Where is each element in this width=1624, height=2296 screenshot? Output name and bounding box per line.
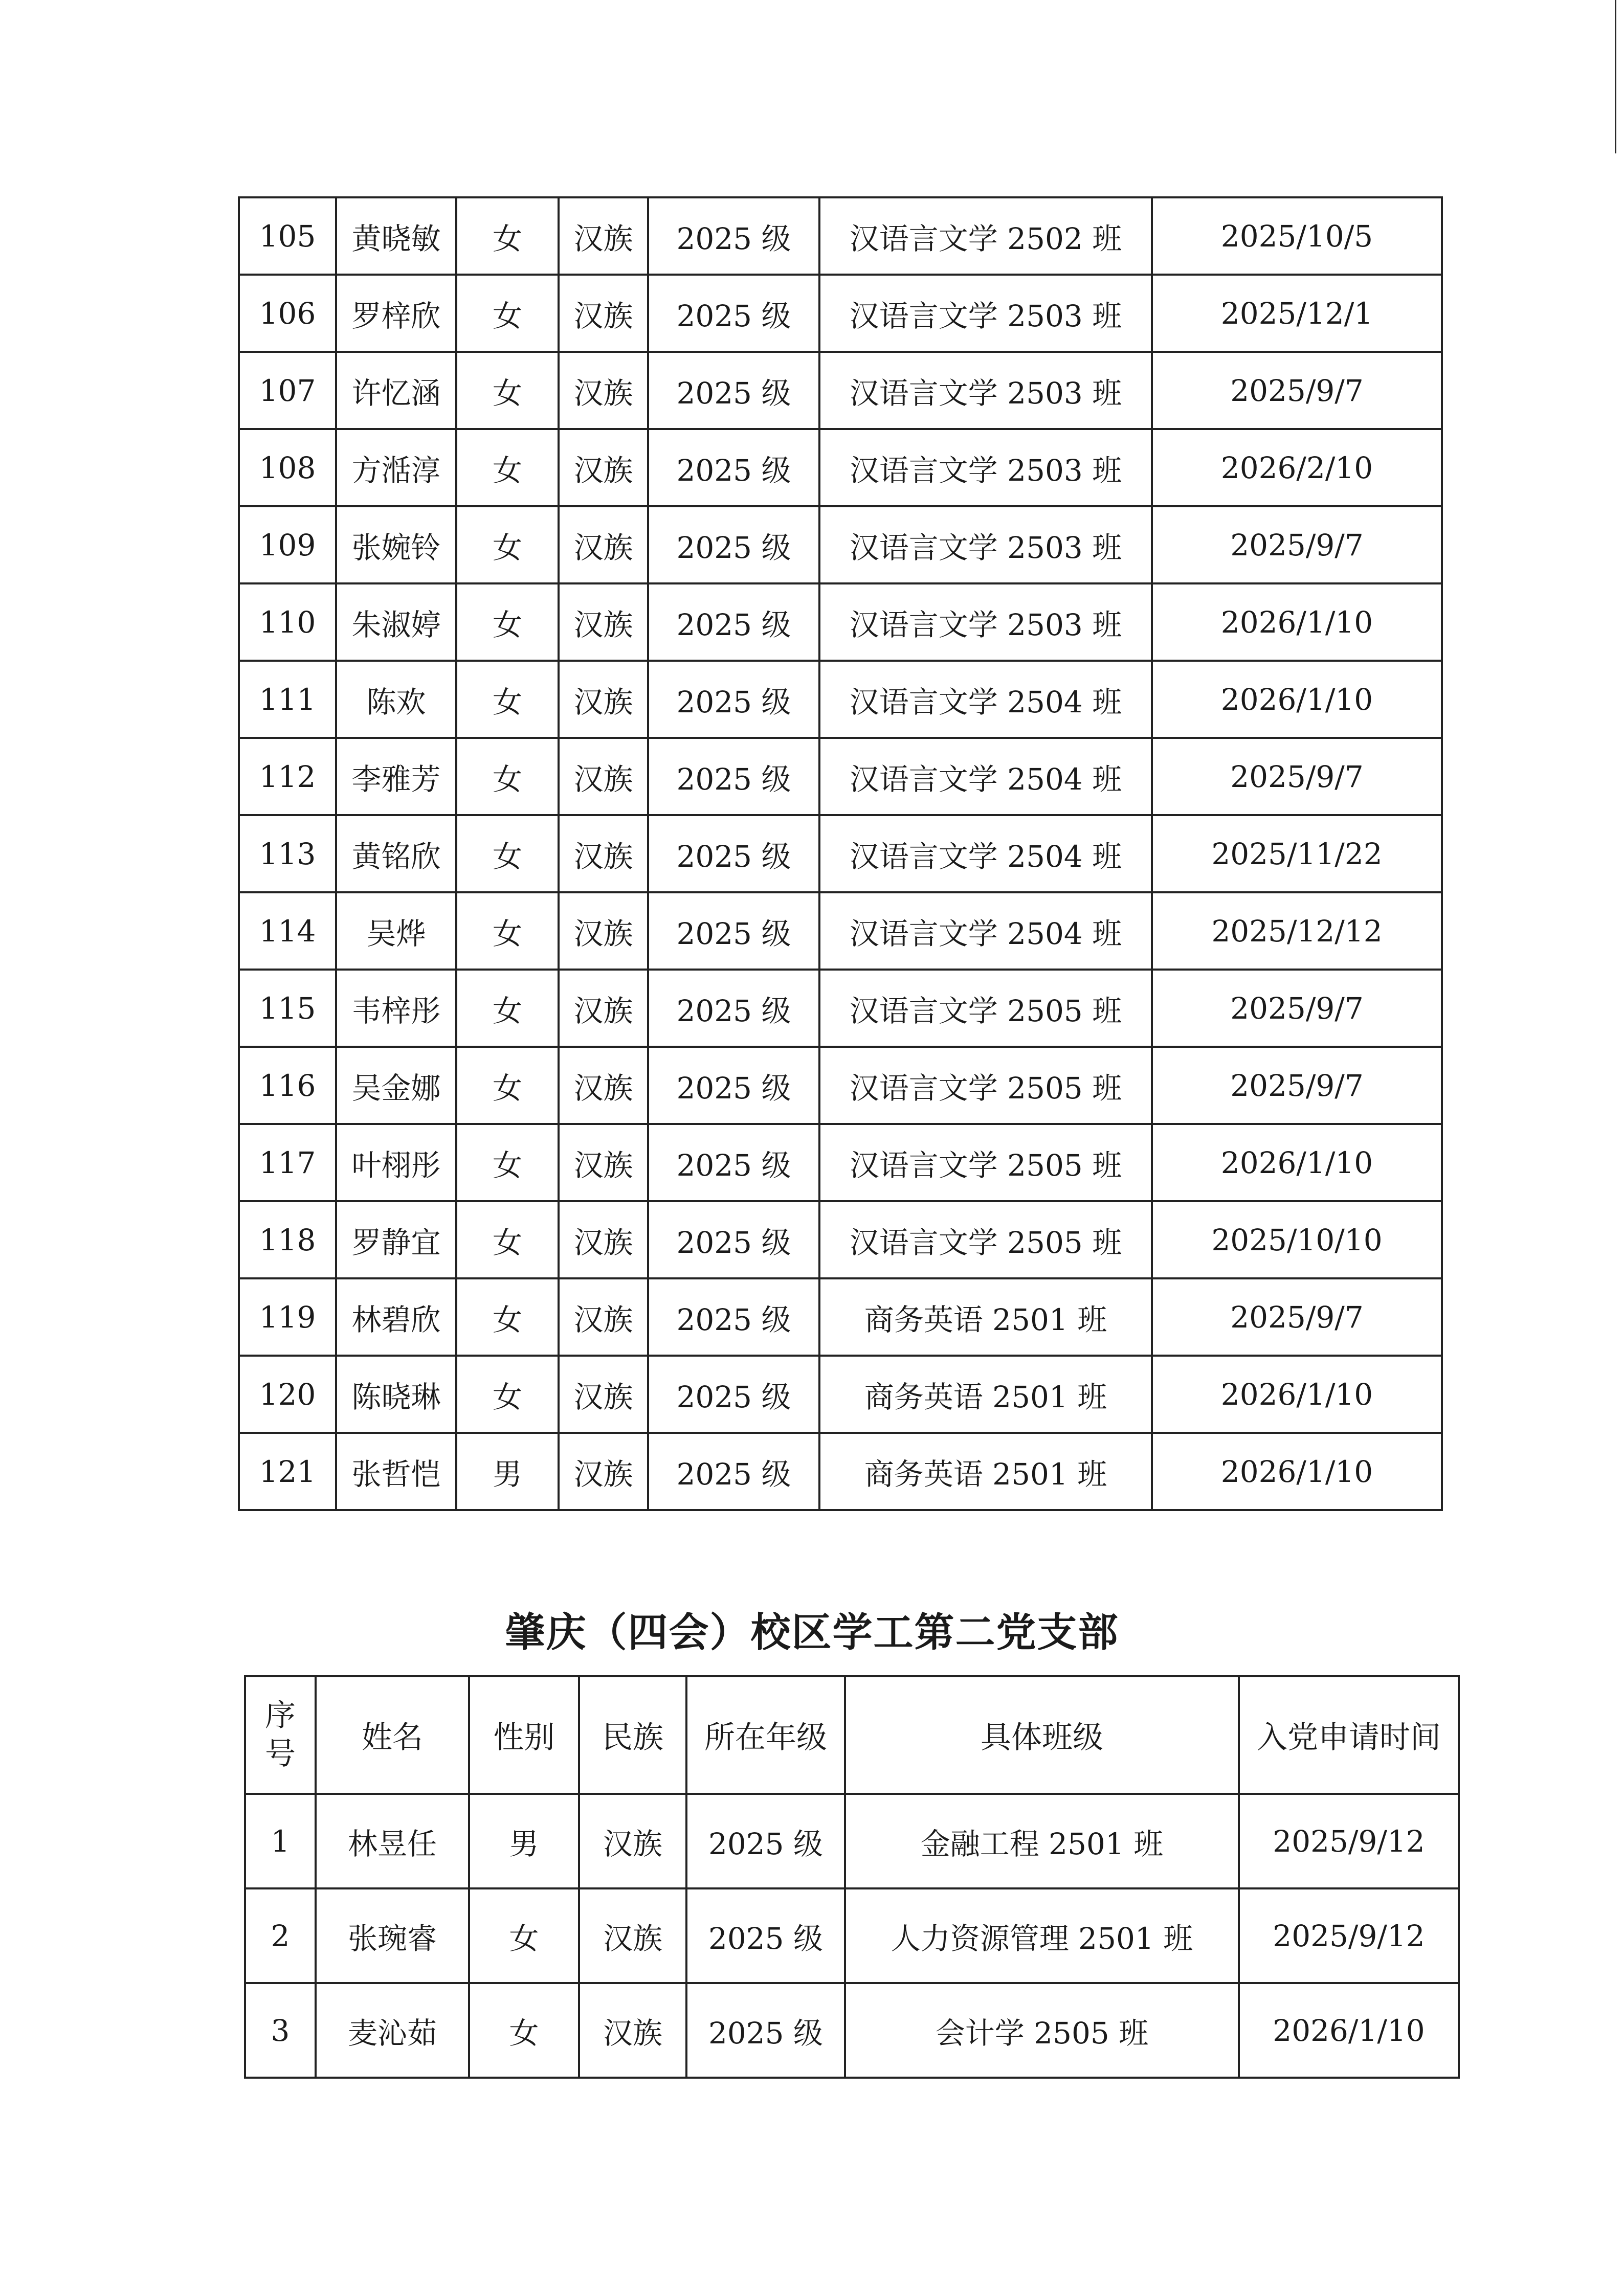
- name-cell: 林碧欣: [336, 1278, 456, 1356]
- name-cell: 张琬睿: [316, 1888, 469, 1983]
- ethnicity-cell: 汉族: [559, 429, 648, 506]
- apply-date-cell: 2026/1/10: [1152, 661, 1442, 738]
- grade-cell: 2025 级: [686, 1983, 845, 2078]
- ethnicity-cell: 汉族: [559, 583, 648, 661]
- grade-cell: 2025 级: [648, 352, 819, 429]
- class-cell: 汉语言文学 2503 班: [819, 506, 1152, 583]
- apply-date-cell: 2025/9/12: [1239, 1794, 1459, 1888]
- grade-cell: 2025 级: [648, 197, 819, 275]
- seq-cell: 113: [239, 815, 336, 892]
- grade-cell: 2025 级: [648, 1047, 819, 1124]
- class-cell: 汉语言文学 2503 班: [819, 275, 1152, 352]
- seq-cell: 115: [239, 970, 336, 1047]
- name-cell: 林昱任: [316, 1794, 469, 1888]
- table-header-row: [245, 1676, 1459, 1794]
- apply-date-cell: 2025/9/7: [1152, 352, 1442, 429]
- table-row: [239, 275, 1442, 352]
- table-row: [245, 1983, 1459, 2078]
- gender-cell: 女: [469, 1983, 579, 2078]
- class-cell: 汉语言文学 2503 班: [819, 352, 1152, 429]
- ethnicity-cell: 汉族: [559, 892, 648, 970]
- apply-date-cell: 2025/9/7: [1152, 1047, 1442, 1124]
- gender-cell: 女: [456, 1047, 559, 1124]
- gender-cell: 女: [456, 738, 559, 815]
- class-cell: 汉语言文学 2504 班: [819, 892, 1152, 970]
- name-cell: 张婉铃: [336, 506, 456, 583]
- class-cell: 人力资源管理 2501 班: [845, 1888, 1239, 1983]
- name-cell: 吴金娜: [336, 1047, 456, 1124]
- ethnicity-cell: 汉族: [559, 1433, 648, 1510]
- ethnicity-cell: 汉族: [559, 1278, 648, 1356]
- grade-cell: 2025 级: [648, 1124, 819, 1201]
- seq-cell: 112: [239, 738, 336, 815]
- grade-cell: 2025 级: [648, 583, 819, 661]
- table-row: [239, 1124, 1442, 1201]
- table-row: [239, 429, 1442, 506]
- name-cell: 陈欢: [336, 661, 456, 738]
- seq-cell: 3: [245, 1983, 316, 2078]
- apply-date-cell: 2025/12/1: [1152, 275, 1442, 352]
- apply-date-cell: 2026/1/10: [1152, 1124, 1442, 1201]
- class-cell: 汉语言文学 2505 班: [819, 1124, 1152, 1201]
- ethnicity-cell: 汉族: [559, 1124, 648, 1201]
- apply-date-cell: 2026/2/10: [1152, 429, 1442, 506]
- ethnicity-cell: 汉族: [559, 970, 648, 1047]
- gender-cell: 女: [456, 1201, 559, 1278]
- name-cell: 朱淑婷: [336, 583, 456, 661]
- table-row: [239, 1047, 1442, 1124]
- apply-date-cell: 2026/1/10: [1152, 1356, 1442, 1433]
- apply-date-cell: 2025/9/7: [1152, 1278, 1442, 1356]
- table-row: [245, 1888, 1459, 1983]
- apply-date-cell: 2025/9/7: [1152, 970, 1442, 1047]
- seq-cell: 105: [239, 197, 336, 275]
- apply-date-cell: 2026/1/10: [1152, 583, 1442, 661]
- apply-date-cell: 2025/10/10: [1152, 1201, 1442, 1278]
- grade-cell: 2025 级: [648, 661, 819, 738]
- grade-cell: 2025 级: [648, 815, 819, 892]
- seq-cell: 2: [245, 1888, 316, 1983]
- seq-cell: 106: [239, 275, 336, 352]
- class-cell: 商务英语 2501 班: [819, 1278, 1152, 1356]
- seq-cell: 111: [239, 661, 336, 738]
- gender-cell: 女: [456, 352, 559, 429]
- apply-date-cell: 2026/1/10: [1152, 1433, 1442, 1510]
- table-row: [239, 583, 1442, 661]
- grade-cell: 2025 级: [648, 506, 819, 583]
- class-cell: 汉语言文学 2504 班: [819, 738, 1152, 815]
- header-gender: 性别: [469, 1676, 579, 1794]
- branch-table-body: [245, 1794, 1459, 2078]
- name-cell: 陈晓琳: [336, 1356, 456, 1433]
- page-edge-line: [1615, 0, 1616, 153]
- gender-cell: 男: [456, 1433, 559, 1510]
- grade-cell: 2025 级: [648, 892, 819, 970]
- seq-cell: 114: [239, 892, 336, 970]
- name-cell: 罗梓欣: [336, 275, 456, 352]
- grade-cell: 2025 级: [686, 1794, 845, 1888]
- name-cell: 张哲恺: [336, 1433, 456, 1510]
- table-row: [245, 1794, 1459, 1888]
- seq-cell: 119: [239, 1278, 336, 1356]
- gender-cell: 女: [456, 815, 559, 892]
- grade-cell: 2025 级: [648, 738, 819, 815]
- table-row: [239, 197, 1442, 275]
- ethnicity-cell: 汉族: [579, 1983, 686, 2078]
- class-cell: 金融工程 2501 班: [845, 1794, 1239, 1888]
- grade-cell: 2025 级: [648, 1278, 819, 1356]
- table-row: [239, 815, 1442, 892]
- table-row: [239, 1433, 1442, 1510]
- ethnicity-cell: 汉族: [579, 1794, 686, 1888]
- class-cell: 汉语言文学 2505 班: [819, 1047, 1152, 1124]
- table-row: [239, 892, 1442, 970]
- header-grade: 所在年级: [686, 1676, 845, 1794]
- class-cell: 商务英语 2501 班: [819, 1356, 1152, 1433]
- ethnicity-cell: 汉族: [559, 352, 648, 429]
- ethnicity-cell: 汉族: [579, 1888, 686, 1983]
- grade-cell: 2025 级: [648, 429, 819, 506]
- applicant-table-continued: [238, 196, 1443, 1511]
- name-cell: 黄晓敏: [336, 197, 456, 275]
- ethnicity-cell: 汉族: [559, 815, 648, 892]
- seq-cell: 121: [239, 1433, 336, 1510]
- apply-date-cell: 2025/12/12: [1152, 892, 1442, 970]
- name-cell: 许忆涵: [336, 352, 456, 429]
- seq-cell: 1: [245, 1794, 316, 1888]
- gender-cell: 女: [456, 892, 559, 970]
- gender-cell: 女: [456, 429, 559, 506]
- branch-applicant-table: [244, 1675, 1460, 2079]
- table-row: [239, 970, 1442, 1047]
- class-cell: 汉语言文学 2505 班: [819, 1201, 1152, 1278]
- name-cell: 韦梓彤: [336, 970, 456, 1047]
- name-cell: 黄铭欣: [336, 815, 456, 892]
- table-row: [239, 738, 1442, 815]
- ethnicity-cell: 汉族: [559, 197, 648, 275]
- gender-cell: 女: [456, 275, 559, 352]
- table-row: [239, 1356, 1442, 1433]
- class-cell: 汉语言文学 2503 班: [819, 583, 1152, 661]
- class-cell: 汉语言文学 2505 班: [819, 970, 1152, 1047]
- ethnicity-cell: 汉族: [559, 1201, 648, 1278]
- table-row: [239, 661, 1442, 738]
- table-row: [239, 506, 1442, 583]
- grade-cell: 2025 级: [686, 1888, 845, 1983]
- gender-cell: 女: [456, 197, 559, 275]
- seq-cell: 120: [239, 1356, 336, 1433]
- seq-cell: 117: [239, 1124, 336, 1201]
- header-apply-date: 入党申请时间: [1239, 1676, 1459, 1794]
- gender-cell: 女: [456, 1278, 559, 1356]
- class-cell: 汉语言文学 2504 班: [819, 661, 1152, 738]
- table-row: [239, 1201, 1442, 1278]
- ethnicity-cell: 汉族: [559, 1047, 648, 1124]
- class-cell: 汉语言文学 2503 班: [819, 429, 1152, 506]
- name-cell: 吴烨: [336, 892, 456, 970]
- header-seq: 序 号: [245, 1676, 316, 1794]
- grade-cell: 2025 级: [648, 275, 819, 352]
- name-cell: 罗静宜: [336, 1201, 456, 1278]
- seq-cell: 116: [239, 1047, 336, 1124]
- ethnicity-cell: 汉族: [559, 661, 648, 738]
- section-title: 肇庆（四会）校区学工第二党支部: [505, 1609, 1119, 1656]
- seq-cell: 110: [239, 583, 336, 661]
- header-class: 具体班级: [845, 1676, 1239, 1794]
- class-cell: 会计学 2505 班: [845, 1983, 1239, 2078]
- gender-cell: 女: [456, 583, 559, 661]
- name-cell: 麦沁茹: [316, 1983, 469, 2078]
- ethnicity-cell: 汉族: [559, 1356, 648, 1433]
- class-cell: 汉语言文学 2504 班: [819, 815, 1152, 892]
- apply-date-cell: 2025/11/22: [1152, 815, 1442, 892]
- apply-date-cell: 2025/10/5: [1152, 197, 1442, 275]
- class-cell: 汉语言文学 2502 班: [819, 197, 1152, 275]
- gender-cell: 女: [456, 1124, 559, 1201]
- name-cell: 方湉淳: [336, 429, 456, 506]
- grade-cell: 2025 级: [648, 970, 819, 1047]
- applicant-table-body: [239, 197, 1442, 1510]
- gender-cell: 女: [456, 1356, 559, 1433]
- ethnicity-cell: 汉族: [559, 738, 648, 815]
- gender-cell: 男: [469, 1794, 579, 1888]
- header-ethnicity: 民族: [579, 1676, 686, 1794]
- gender-cell: 女: [456, 661, 559, 738]
- seq-cell: 107: [239, 352, 336, 429]
- class-cell: 商务英语 2501 班: [819, 1433, 1152, 1510]
- gender-cell: 女: [469, 1888, 579, 1983]
- grade-cell: 2025 级: [648, 1356, 819, 1433]
- seq-cell: 109: [239, 506, 336, 583]
- apply-date-cell: 2026/1/10: [1239, 1983, 1459, 2078]
- apply-date-cell: 2025/9/7: [1152, 738, 1442, 815]
- gender-cell: 女: [456, 506, 559, 583]
- apply-date-cell: 2025/9/12: [1239, 1888, 1459, 1983]
- seq-cell: 118: [239, 1201, 336, 1278]
- ethnicity-cell: 汉族: [559, 506, 648, 583]
- name-cell: 李雅芳: [336, 738, 456, 815]
- table-row: [239, 352, 1442, 429]
- header-name: 姓名: [316, 1676, 469, 1794]
- grade-cell: 2025 级: [648, 1433, 819, 1510]
- gender-cell: 女: [456, 970, 559, 1047]
- table-row: [239, 1278, 1442, 1356]
- seq-cell: 108: [239, 429, 336, 506]
- apply-date-cell: 2025/9/7: [1152, 506, 1442, 583]
- grade-cell: 2025 级: [648, 1201, 819, 1278]
- name-cell: 叶栩彤: [336, 1124, 456, 1201]
- ethnicity-cell: 汉族: [559, 275, 648, 352]
